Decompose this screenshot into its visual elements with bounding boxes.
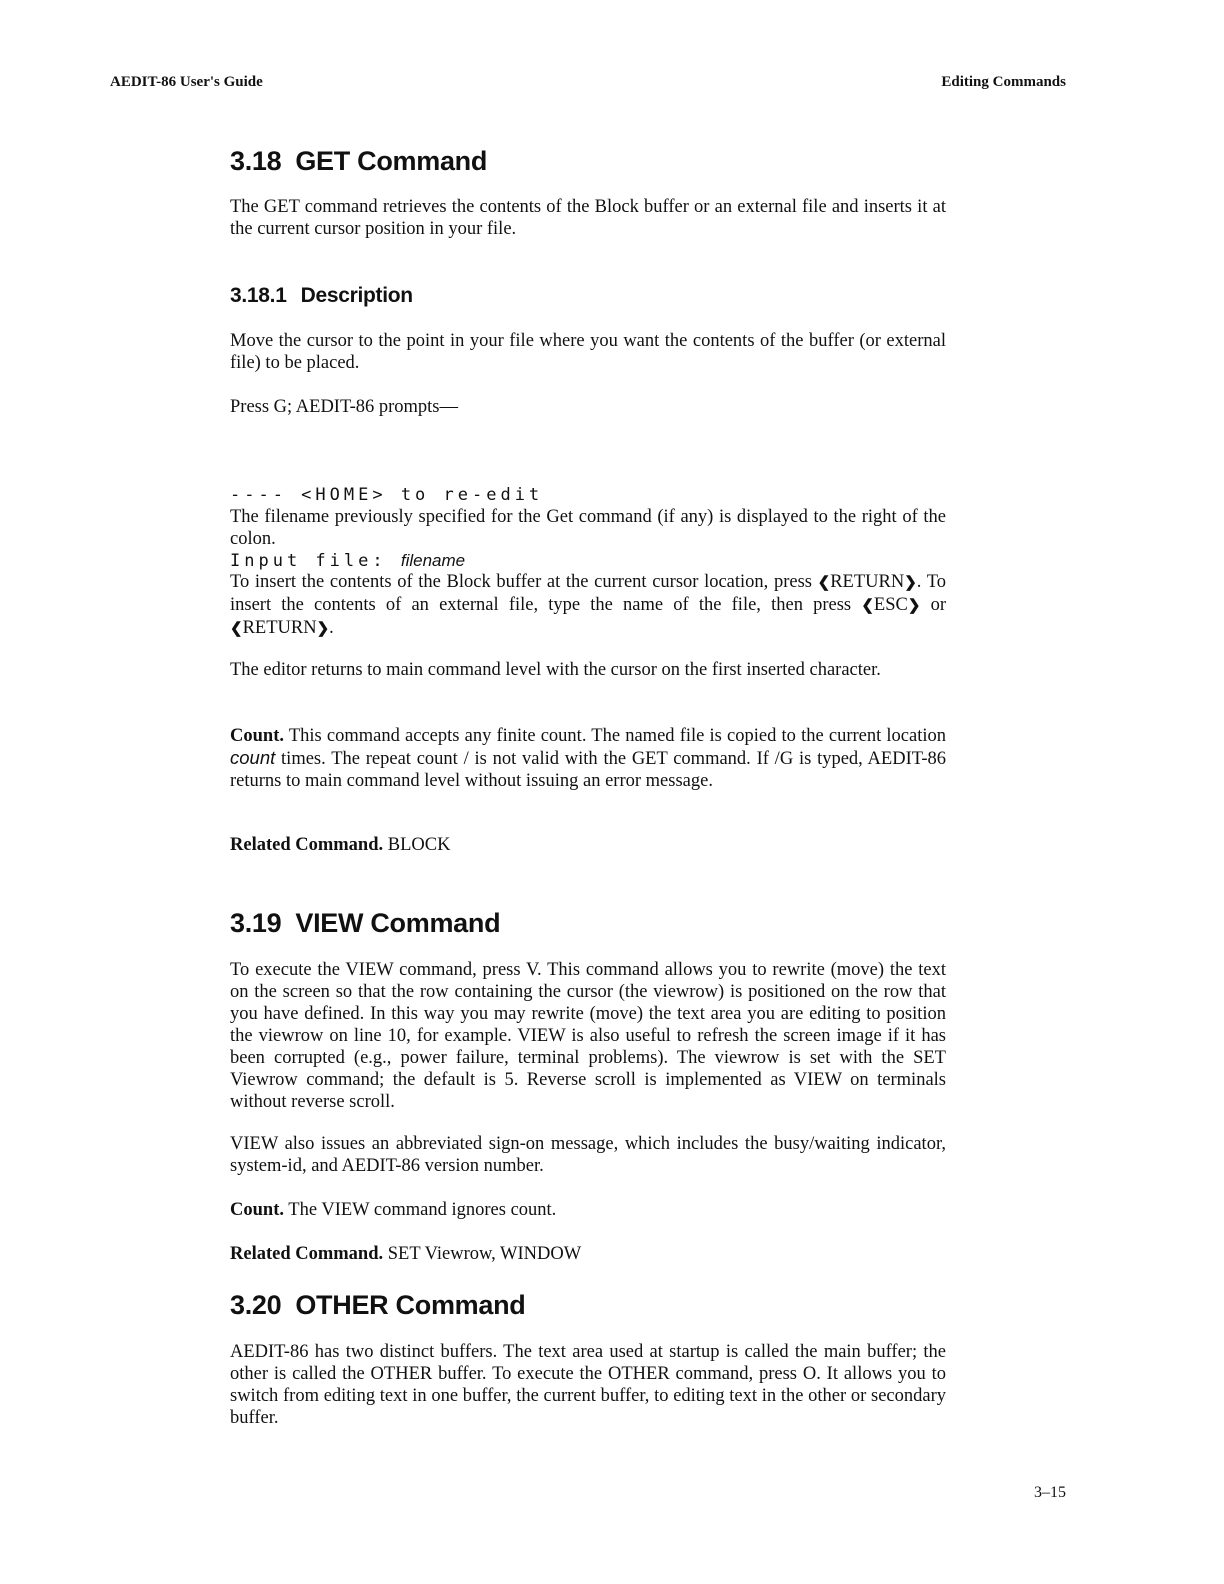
description-paragraph-4 xyxy=(230,571,946,640)
section-title: VIEW Command xyxy=(295,908,501,938)
related-label: Related Command. xyxy=(230,835,384,855)
key-esc: ESC xyxy=(873,595,908,615)
page-number: 3–15 xyxy=(1034,1484,1066,1501)
section-number: 3.19 xyxy=(230,908,282,938)
section-number: 3.18.1 xyxy=(230,284,287,307)
view-related-paragraph xyxy=(230,1243,946,1265)
count-text: The VIEW command ignores count. xyxy=(288,1200,557,1220)
prompt-argument: filename xyxy=(400,551,466,570)
related-text: SET Viewrow, WINDOW xyxy=(387,1244,582,1264)
count-label: Count. xyxy=(230,726,284,746)
text-run: This command accepts any finite count. The named file is copied to the current location xyxy=(288,726,946,746)
text-run: To insert the contents of the Block buffer at the current cursor location, press xyxy=(230,572,812,592)
view-paragraph-1: To execute the VIEW command, press V. This command allows you to rewrite (move) the text on the screen so that the row containing the cursor (the viewrow) is positioned on the row that you have defined. In this way you may rewrite (move) the text area you are editing to position the viewrow on line 10, for example. VIEW is also useful to refresh the screen image if it has been corrupted (e.g., power failure, terminal problems). The viewrow is set with the SET Viewrow command; the default is 5. Reverse scroll is implemented as VIEW on terminals without reverse scroll. xyxy=(230,960,946,1112)
key-bracket-right: ❯ xyxy=(316,621,330,637)
description-paragraph-5: The editor returns to main command level with the cursor on the first inserted character. xyxy=(230,660,881,680)
prompt-line-2 xyxy=(230,550,543,572)
text-run: . To insert the contents of an external file, type the name of the file, then press xyxy=(230,572,946,615)
section-3-18-1-heading xyxy=(230,284,413,308)
count-label: Count. xyxy=(230,1200,284,1220)
other-paragraph-1: AEDIT-86 has two distinct buffers. The text area used at startup is called the main buffer; the other is called the OTHER buffer. To execute the OTHER command, press O. It allows you to switch from editing text in one buffer, the current buffer, to editing text in the other or secondary buffer. xyxy=(230,1342,946,1428)
key-bracket-right: ❯ xyxy=(907,598,921,614)
key-return: RETURN xyxy=(242,618,317,638)
section-3-20-heading xyxy=(230,1290,525,1321)
running-head-title: AEDIT-86 User's Guide xyxy=(110,74,263,90)
key-return: RETURN xyxy=(830,572,905,592)
text-run: times. The repeat count / is not valid with the GET command. If /G is typed, AEDIT-86 returns to main command level without issuing an error message. xyxy=(230,749,946,791)
key-bracket-left: ❮ xyxy=(861,598,874,614)
section-title: OTHER Command xyxy=(295,1290,526,1320)
count-word: count xyxy=(230,747,276,768)
view-count-paragraph xyxy=(230,1199,946,1221)
section-number: 3.18 xyxy=(230,146,282,176)
section-title: GET Command xyxy=(295,146,488,176)
description-paragraph-3: The filename previously specified for the Get command (if any) is displayed to the right of the colon. xyxy=(230,507,946,549)
get-related-paragraph xyxy=(230,834,946,856)
running-head-chapter: Editing Commands xyxy=(941,74,1066,90)
get-count-paragraph xyxy=(230,725,946,792)
related-text: BLOCK xyxy=(387,835,451,855)
key-bracket-right: ❯ xyxy=(904,575,917,591)
section-title: Description xyxy=(300,284,413,307)
get-intro-paragraph: The GET command retrieves the contents of the Block buffer or an external file and inserts it at the current cursor position in your file. xyxy=(230,197,946,239)
related-label: Related Command. xyxy=(230,1244,384,1264)
section-3-19-heading xyxy=(230,908,500,939)
key-bracket-left: ❮ xyxy=(817,575,831,591)
description-paragraph-2: Press G; AEDIT-86 prompts— xyxy=(230,397,458,417)
section-number: 3.20 xyxy=(230,1290,282,1320)
key-bracket-left: ❮ xyxy=(230,621,243,637)
text-run: or xyxy=(930,595,946,615)
description-paragraph-1: Move the cursor to the point in your file where you want the contents of the buffer (or external file) to be placed. xyxy=(230,331,946,373)
section-3-18-heading xyxy=(230,146,487,177)
text-run: . xyxy=(329,618,334,638)
prompt-line-1: ---- <HOME> to re-edit xyxy=(230,485,544,505)
view-paragraph-2: VIEW also issues an abbreviated sign-on message, which includes the busy/waiting indicator, system-id, and AEDIT-86 version number. xyxy=(230,1134,946,1176)
prompt-label: Input file: xyxy=(230,551,387,571)
